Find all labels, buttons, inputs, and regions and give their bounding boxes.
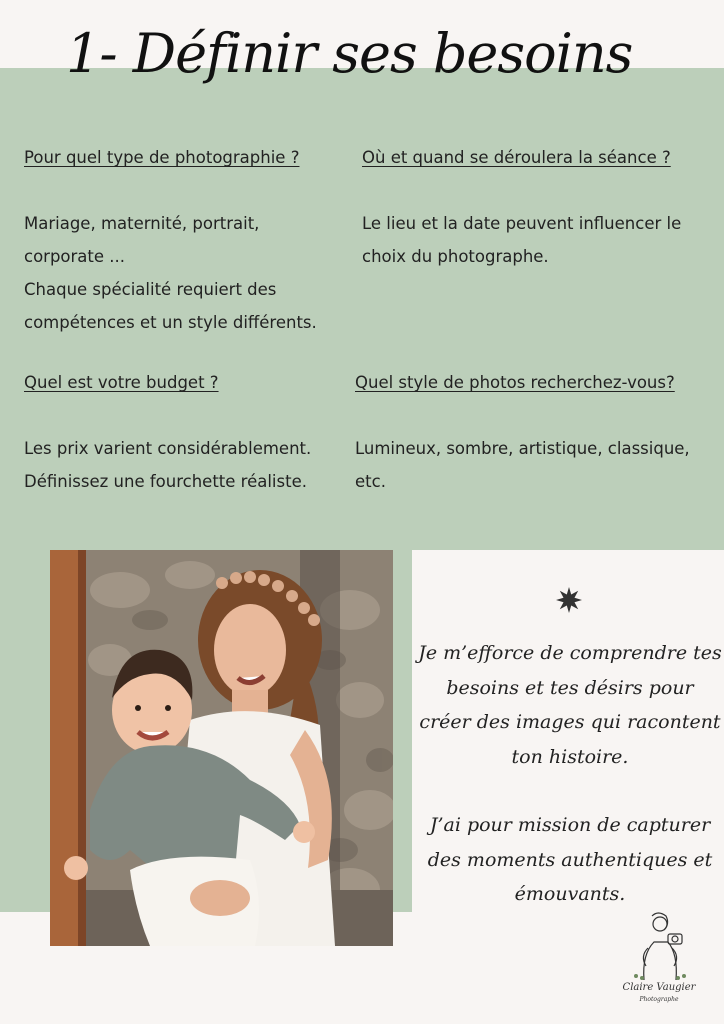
star-icon bbox=[556, 587, 582, 613]
section-answer: Lumineux, sombre, artistique, classique, etc. bbox=[355, 439, 690, 491]
section-photo-type bbox=[24, 141, 354, 339]
section-answer: Mariage, maternité, portrait, corporate ... Chaque spécialité requiert des compétences et un style différents. bbox=[24, 214, 317, 332]
logo-text bbox=[618, 982, 700, 1006]
section-answer: Les prix varient considérablement. Définissez une fourchette réaliste. bbox=[24, 439, 312, 491]
section-question: Pour quel type de photographie ? bbox=[24, 148, 300, 167]
section-place-date bbox=[362, 141, 714, 273]
quote-paragraph-1: Je m’efforce de comprendre tes besoins et tes désirs pour créer des images qui racontent ton histoire. bbox=[418, 642, 722, 768]
section-budget bbox=[24, 366, 354, 498]
section-style bbox=[355, 366, 714, 498]
logo-name: Claire Vaugier bbox=[622, 982, 696, 993]
quote-block bbox=[418, 636, 722, 912]
quote-paragraph-2: J’ai pour mission de capturer des moments authentiques et émouvants. bbox=[427, 814, 713, 905]
page-title: 1- Définir ses besoins bbox=[66, 22, 633, 85]
mother-and-baby-photo bbox=[50, 550, 393, 946]
photographer-logo bbox=[618, 908, 700, 1018]
section-question: Quel est votre budget ? bbox=[24, 373, 219, 392]
section-answer: Le lieu et la date peuvent influencer le choix du photographe. bbox=[362, 214, 682, 266]
section-question: Quel style de photos recherchez-vous? bbox=[355, 373, 675, 392]
photographer-camera-icon bbox=[618, 908, 700, 982]
section-question: Où et quand se déroulera la séance ? bbox=[362, 148, 671, 167]
logo-subtitle: Photographe bbox=[639, 996, 679, 1003]
